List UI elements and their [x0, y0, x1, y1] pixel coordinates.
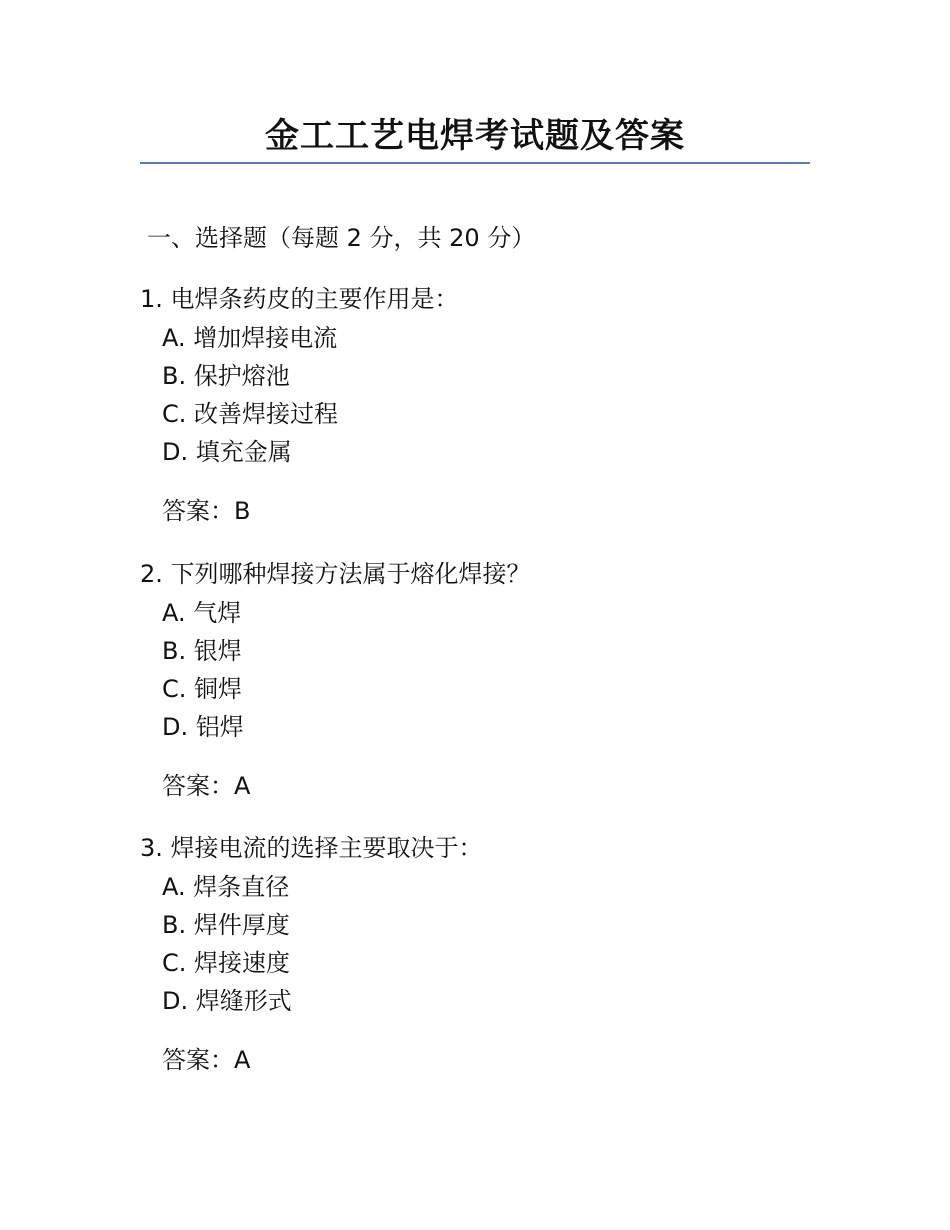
answer-text: 答案：B: [162, 497, 251, 525]
option-d: D. 铝焊: [162, 713, 244, 741]
option-b: B. 保护熔池: [162, 362, 290, 390]
option-c: C. 铜焊: [162, 675, 243, 703]
option-b: B. 焊件厚度: [162, 911, 290, 939]
question-stem: 3. 焊接电流的选择主要取决于：: [140, 834, 483, 862]
page-title: 金工工艺电焊考试题及答案: [265, 116, 685, 156]
question-stem: 2. 下列哪种焊接方法属于熔化焊接？: [140, 560, 531, 588]
option-c: C. 改善焊接过程: [162, 400, 339, 428]
question-3: [140, 830, 840, 1078]
question-1: [140, 281, 840, 529]
question-stem: 1. 电焊条药皮的主要作用是：: [140, 285, 459, 313]
option-c: C. 焊接速度: [162, 949, 291, 977]
answer-text: 答案：A: [162, 772, 251, 800]
option-list: [140, 868, 840, 1020]
option-a: A. 气焊: [162, 599, 242, 627]
option-d: D. 焊缝形式: [162, 987, 292, 1015]
section-heading: 一、选择题（每题 2 分，共 20 分）: [147, 224, 536, 252]
title-underline: [140, 162, 810, 164]
option-a: A. 增加焊接电流: [162, 324, 338, 352]
option-d: D. 填充金属: [162, 438, 292, 466]
option-list: [140, 594, 840, 746]
answer-text: 答案：A: [162, 1046, 251, 1074]
option-list: [140, 319, 840, 471]
option-b: B. 银焊: [162, 637, 242, 665]
option-a: A. 焊条直径: [162, 873, 290, 901]
question-2: [140, 556, 840, 804]
